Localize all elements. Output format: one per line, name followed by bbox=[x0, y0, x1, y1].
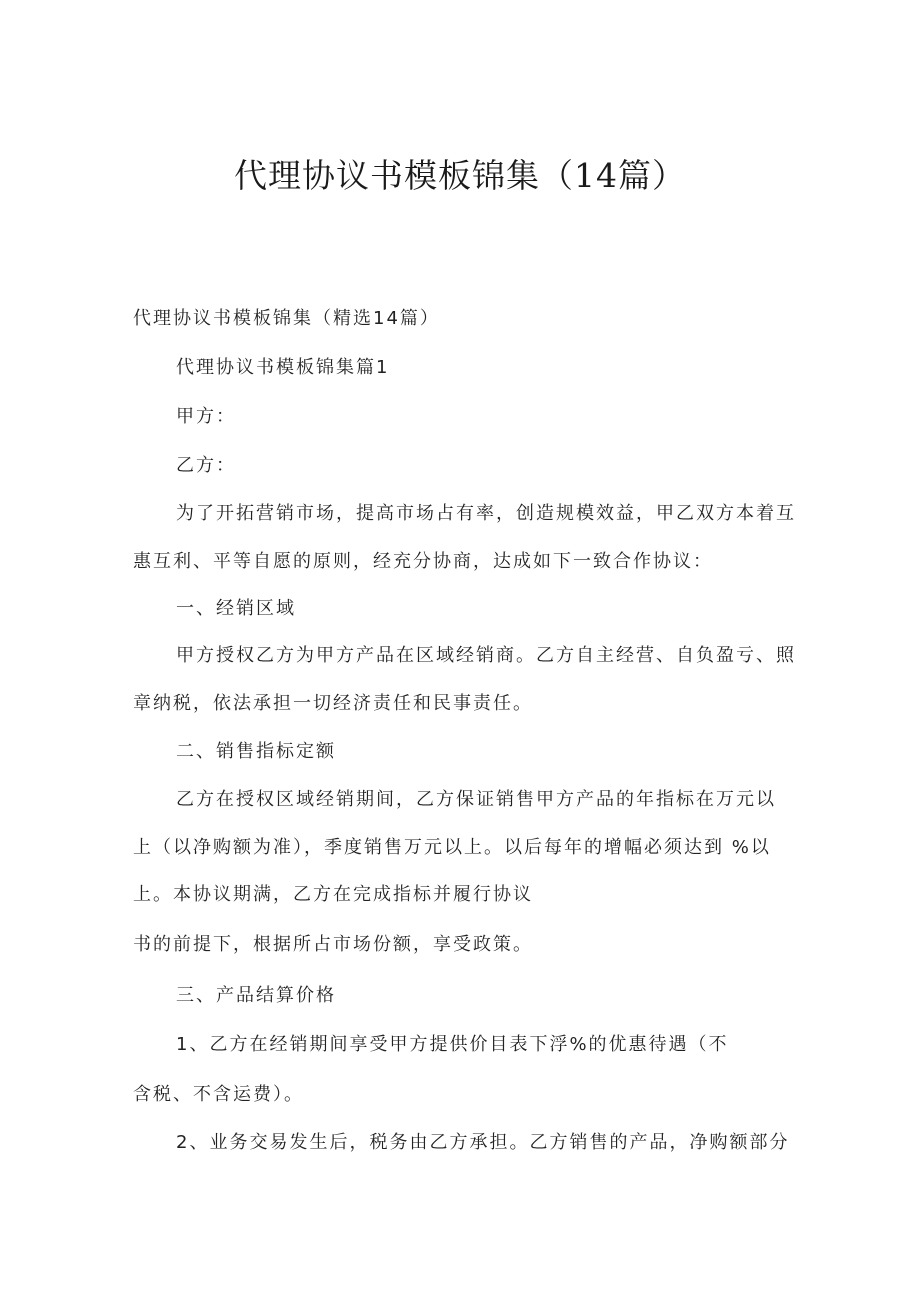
paragraph-line: 为了开拓营销市场，提高市场占有率，创造规模效益，甲乙双方本着互 bbox=[176, 503, 796, 524]
clause-heading: 二、销售指标定额 bbox=[176, 741, 336, 762]
paragraph-line: 上。本协议期满，乙方在完成指标并履行协议 bbox=[133, 884, 533, 905]
party-a-label: 甲方： bbox=[176, 406, 236, 427]
paragraph-line: 章纳税，依法承担一切经济责任和民事责任。 bbox=[133, 693, 533, 714]
paragraph-line: 含税、不含运费）。 bbox=[133, 1084, 304, 1105]
paragraph-line: 2、业务交易发生后，税务由乙方承担。乙方销售的产品，净购额部分 bbox=[176, 1132, 790, 1153]
paragraph-line: 书的前提下，根据所占市场份额，享受政策。 bbox=[133, 934, 533, 955]
subtitle-line: 代理协议书模板锦集（精选14篇） bbox=[133, 308, 440, 329]
clause-heading: 三、产品结算价格 bbox=[176, 985, 336, 1006]
paragraph-line: 惠互利、平等自愿的原则，经充分协商，达成如下一致合作协议： bbox=[133, 551, 713, 572]
section-heading-1: 代理协议书模板锦集篇1 bbox=[176, 357, 390, 378]
party-b-label: 乙方： bbox=[176, 455, 236, 476]
document-title: 代理协议书模板锦集（14篇） bbox=[234, 156, 686, 195]
clause-heading: 一、经销区域 bbox=[176, 598, 296, 619]
paragraph-line: 甲方授权乙方为甲方产品在区域经销商。乙方自主经营、自负盈亏、照 bbox=[176, 645, 796, 666]
paragraph-line: 乙方在授权区域经销期间，乙方保证销售甲方产品的年指标在万元以 bbox=[176, 789, 776, 810]
paragraph-line: 上（以净购额为准），季度销售万元以上。以后每年的增幅必须达到 %以 bbox=[133, 837, 771, 858]
paragraph-line: 1、乙方在经销期间享受甲方提供价目表下浮%的优惠待遇（不 bbox=[176, 1034, 729, 1055]
